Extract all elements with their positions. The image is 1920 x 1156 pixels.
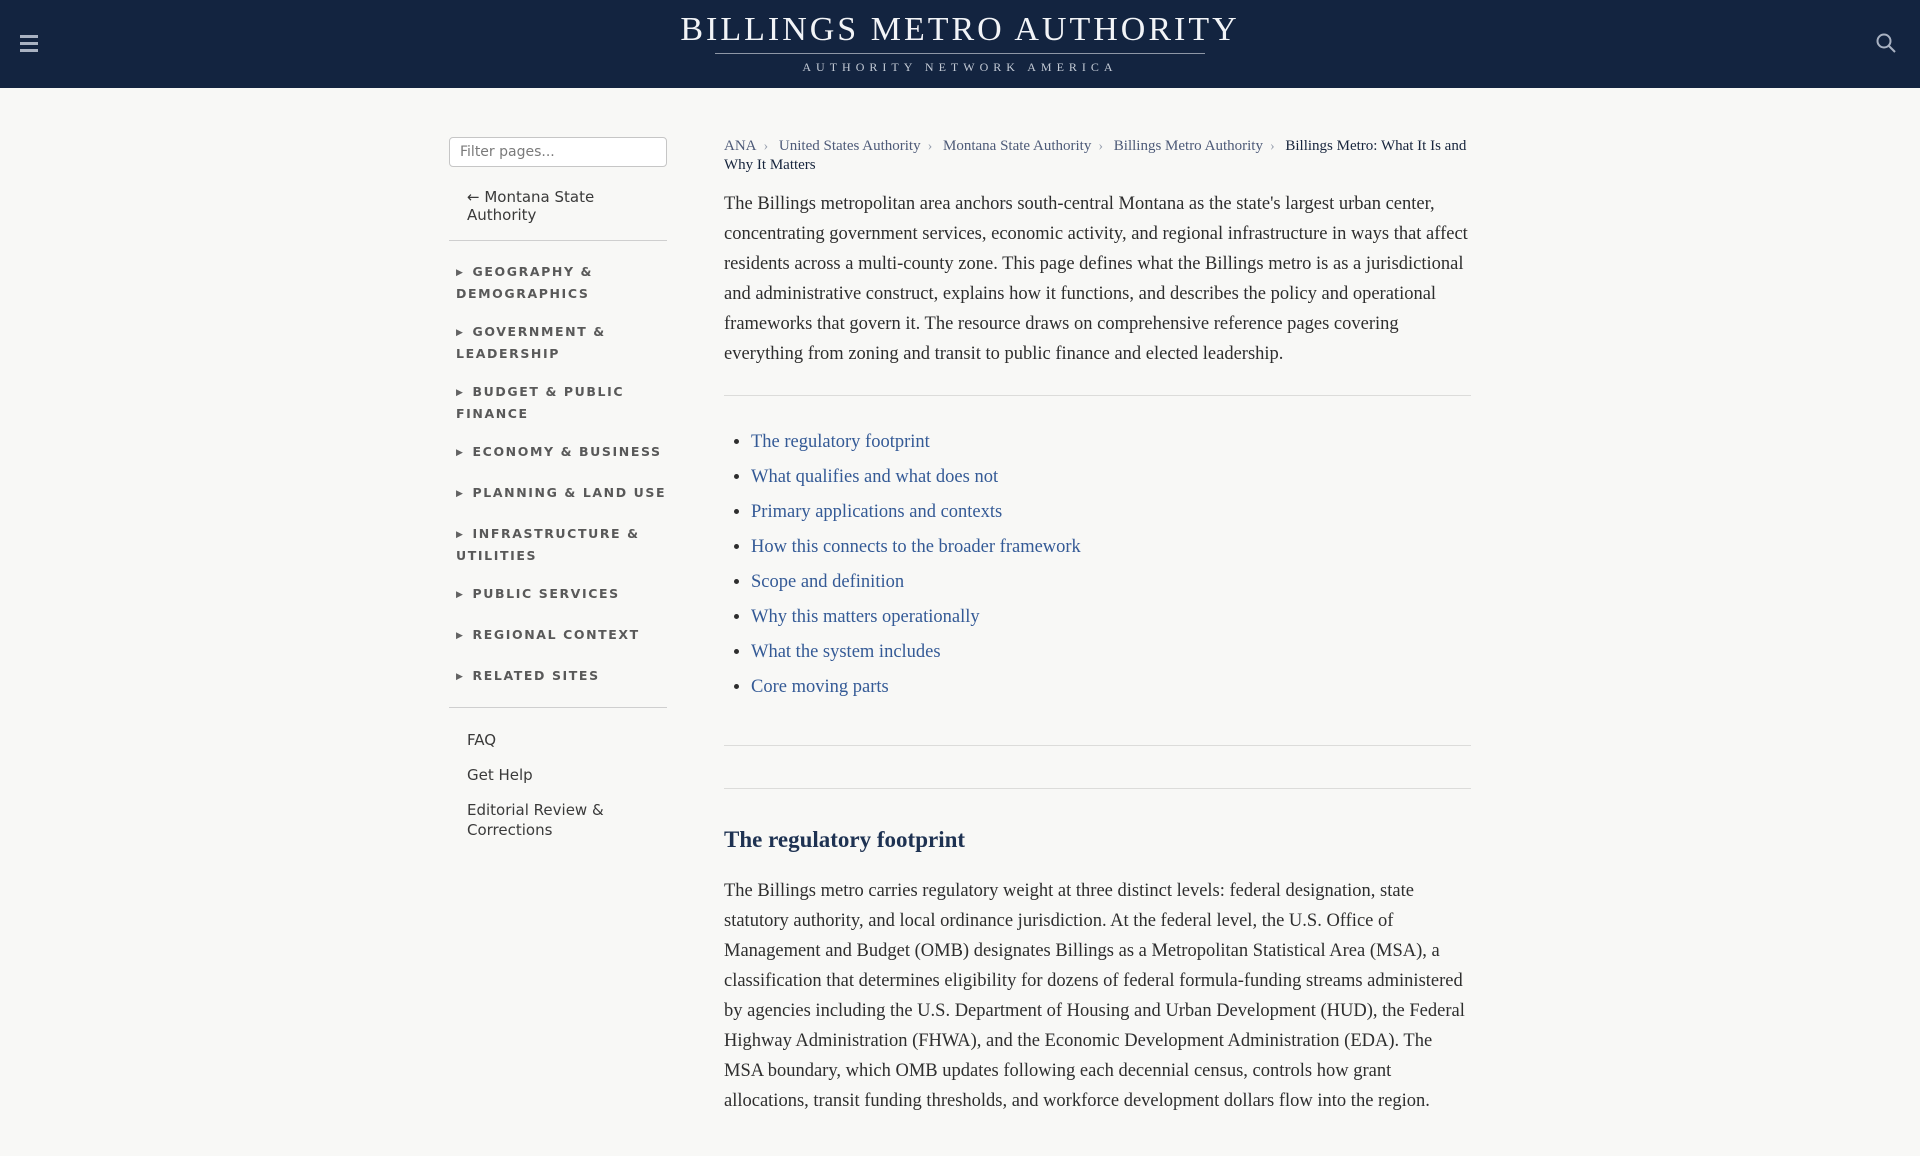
sidebar-section-label: BUDGET & PUBLIC FINANCE [456,384,625,421]
site-header [0,0,1920,88]
breadcrumb-current: Billings Metro: What It Is and Why It Matters [724,138,1467,173]
toc-link[interactable]: Why this matters operationally [751,607,980,627]
expand-arrow-icon: ▶ [456,448,465,458]
sidebar-section-item[interactable] [456,524,667,565]
breadcrumb-separator: › [927,139,933,154]
expand-arrow-icon: ▶ [456,489,465,499]
breadcrumb-segment [779,138,939,154]
breadcrumb-separator: › [1269,139,1275,154]
content-divider [724,745,1471,746]
toc-item [751,608,1471,627]
search-button[interactable] [1874,31,1898,58]
breadcrumb-segment [1114,138,1282,154]
toc-link[interactable]: The regulatory footprint [751,432,930,452]
sidebar-section-label: RELATED SITES [472,668,600,683]
sidebar-section-label: ECONOMY & BUSINESS [472,444,662,459]
toc-item [751,678,1471,697]
sidebar-section-label: PLANNING & LAND USE [472,485,667,500]
section-heading: The regulatory footprint [724,827,966,852]
sidebar-footer-link[interactable]: Get Help [467,766,533,784]
breadcrumb-link[interactable]: ANA [724,138,757,154]
page-wrapper [449,88,1471,1156]
site-branding [680,0,1239,75]
site-subtitle: AUTHORITY NETWORK AMERICA [802,60,1118,74]
breadcrumb-link[interactable]: Billings Metro Authority [1113,138,1263,154]
breadcrumb-link[interactable]: United States Authority [778,138,921,154]
table-of-contents [724,433,1471,697]
sidebar-section-item[interactable] [456,666,667,688]
toc-link[interactable]: Primary applications and contexts [751,502,1003,522]
sidebar [449,137,667,855]
toc-item [751,538,1471,557]
expand-arrow-icon: ▶ [456,631,465,641]
back-to-parent-link[interactable]: ← Montana State Authority [467,188,595,224]
toc-item [751,503,1471,522]
sidebar-section-label: REGIONAL CONTEXT [472,627,640,642]
toc-link[interactable]: Scope and definition [751,572,905,592]
main-content [724,137,1471,1156]
expand-arrow-icon: ▶ [456,268,465,278]
breadcrumb-segment [724,138,775,154]
toc-link[interactable]: Core moving parts [751,677,889,697]
toc-link[interactable]: What the system includes [751,642,941,662]
toc-item [751,433,1471,452]
expand-arrow-icon: ▶ [456,328,465,338]
sidebar-nav [449,262,667,688]
toc-item [751,468,1471,487]
sidebar-section-item[interactable] [456,322,667,363]
breadcrumb-separator: › [1098,139,1104,154]
search-icon [1874,43,1898,58]
sidebar-footer [449,730,667,840]
sidebar-section-item[interactable] [456,584,667,606]
section-body-paragraph: The Billings metro carries regulatory weight at three distinct levels: federal designation, state statutory authority, and local ordinance jurisdiction. At the federal level, the U.S. Office of Management and Budget (OMB) designates Billings as a Metropolitan Statistical Area (MSA), a classification that determines eligibility for dozens of federal formula-funding streams administered by agencies including the U.S. Department of Housing and Urban Development (HUD), the Federal Highway Administration (FHWA), and the Economic Development Administration (EDA). The MSA boundary, which OMB updates following each decennial census, controls how grant allocations, transit funding thresholds, and workforce development dollars flow into the region. [724,881,1465,1111]
intro-paragraph: The Billings metropolitan area anchors south-central Montana as the state's largest urban center, concentrating government services, economic activity, and regional infrastructure in ways that affect residents across a multi-county zone. This page defines what the Billings metro is as a jurisdictional and administrative construct, explains how it functions, and describes the policy and operational frameworks that govern it. The resource draws on comprehensive reference pages covering everything from zoning and transit to public finance and elected leadership. [724,194,1468,364]
toc-item [751,573,1471,592]
title-underline [715,53,1205,54]
breadcrumb-segment [943,138,1110,154]
sidebar-section-item[interactable] [456,442,667,464]
sidebar-section-item[interactable] [456,483,667,505]
content-divider [724,395,1471,396]
menu-button[interactable] [20,35,40,53]
sidebar-section-label: INFRASTRUCTURE & UTILITIES [456,526,640,563]
toc-item [751,643,1471,662]
sidebar-divider [449,707,667,708]
sidebar-section-item[interactable] [456,625,667,647]
sidebar-section-label: PUBLIC SERVICES [472,586,620,601]
sidebar-section-label: GEOGRAPHY & DEMOGRAPHICS [456,264,594,301]
expand-arrow-icon: ▶ [456,530,465,540]
content-divider [724,788,1471,789]
breadcrumb [724,137,1471,174]
sidebar-section-item[interactable] [456,382,667,423]
sidebar-section-label: GOVERNMENT & LEADERSHIP [456,324,606,361]
sidebar-footer-link[interactable]: FAQ [467,731,497,749]
expand-arrow-icon: ▶ [456,590,465,600]
sidebar-section-item[interactable] [456,262,667,303]
breadcrumb-separator: › [763,139,769,154]
toc-link[interactable]: What qualifies and what does not [751,467,999,487]
toc-link[interactable]: How this connects to the broader framework [751,537,1081,557]
sidebar-footer-link[interactable]: Editorial Review & Corrections [467,801,604,839]
hamburger-icon [20,35,40,52]
site-title: BILLINGS METRO AUTHORITY [680,11,1240,48]
breadcrumb-link[interactable]: Montana State Authority [943,138,1092,154]
filter-pages-input[interactable] [449,137,667,167]
expand-arrow-icon: ▶ [456,672,465,682]
expand-arrow-icon: ▶ [456,388,465,398]
sidebar-divider [449,240,667,241]
